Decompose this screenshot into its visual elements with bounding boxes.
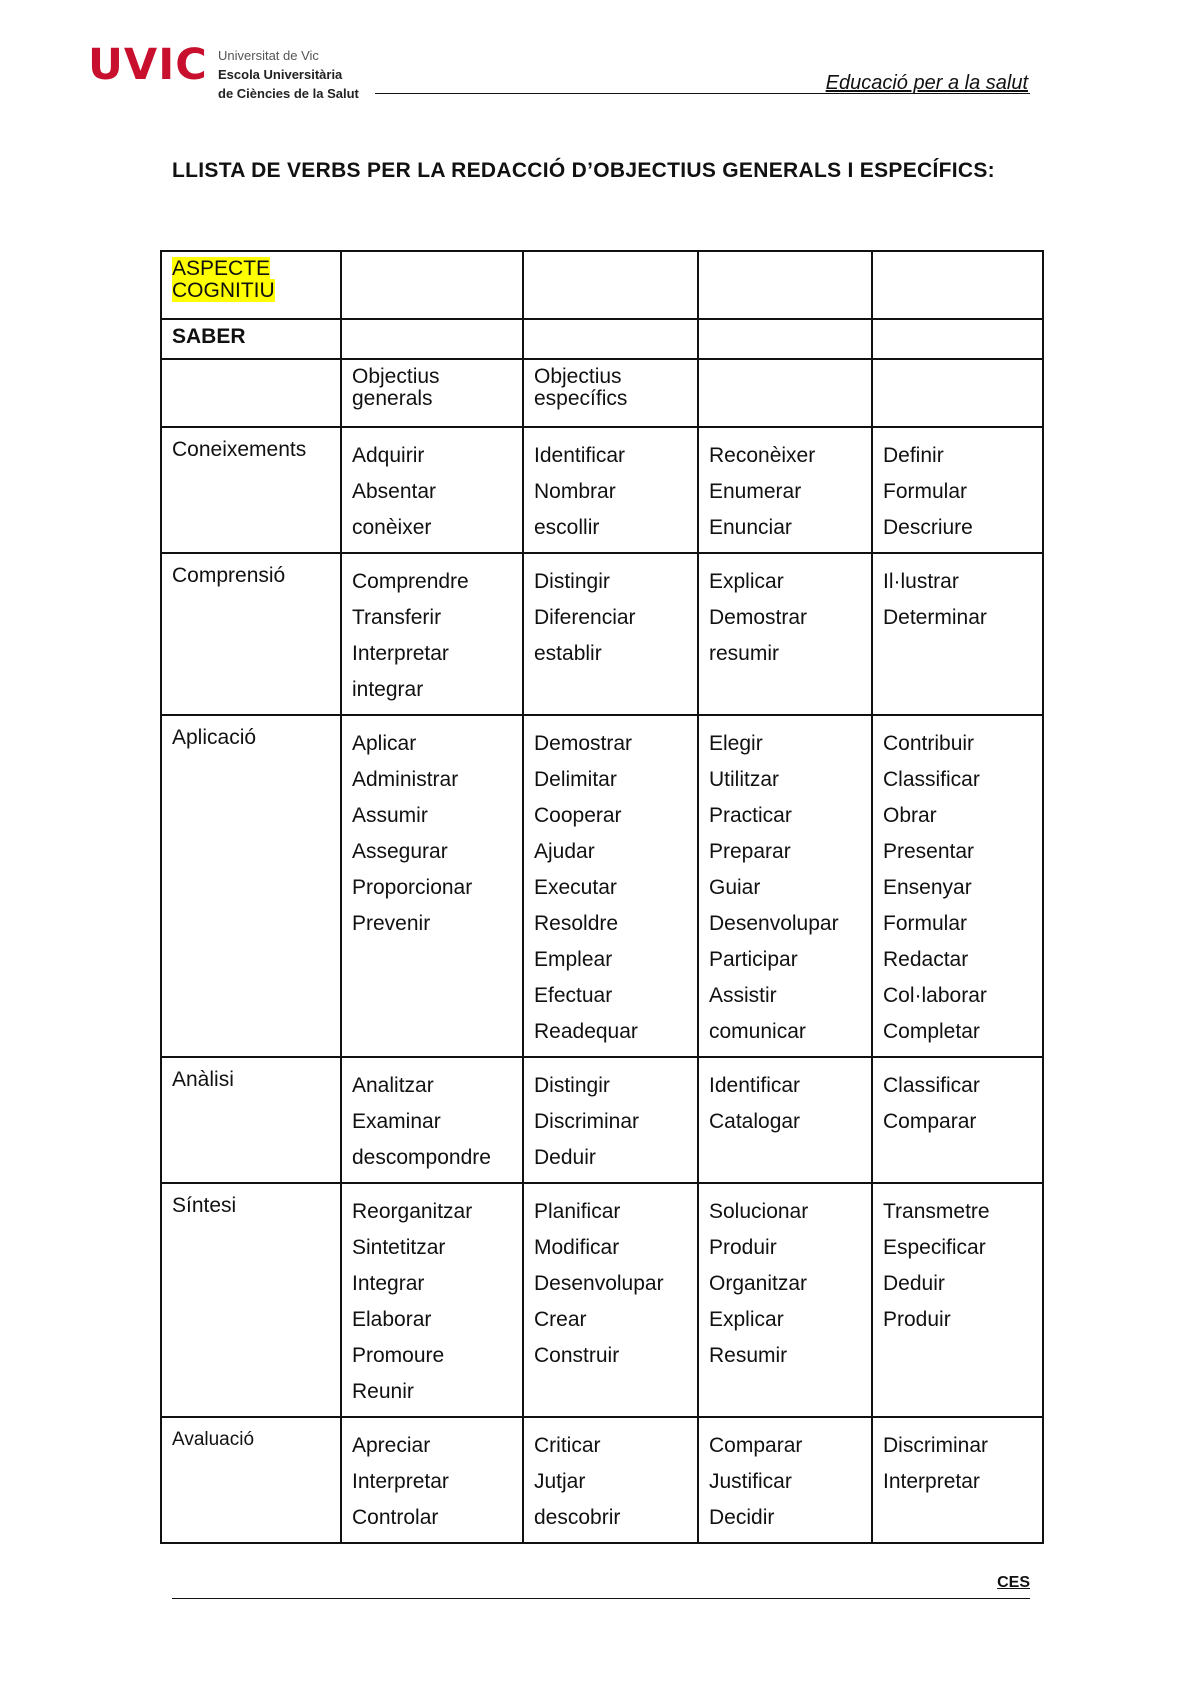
verb-item: Contribuir (883, 732, 975, 755)
verb-cell (698, 1057, 872, 1183)
category-label: Comprensió (172, 564, 286, 587)
verb-item: Enumerar (709, 480, 802, 503)
verb-item: Produir (883, 1308, 951, 1331)
category-label: Anàlisi (172, 1068, 234, 1091)
verb-item: Obrar (883, 804, 937, 827)
verb-item: Reconèixer (709, 444, 816, 467)
verb-item: Interpretar (352, 642, 449, 665)
table-row (161, 553, 1043, 715)
verb-cell (341, 715, 523, 1057)
verb-item: Produir (709, 1236, 777, 1259)
verb-item: Aplicar (352, 732, 417, 755)
col-especifics-cell (523, 359, 698, 427)
category-label: Coneixements (172, 438, 307, 461)
verb-item: Distingir (534, 1074, 610, 1097)
verb-item: Discriminar (883, 1434, 988, 1457)
footer-text: CES (997, 1574, 1030, 1591)
verb-cell (523, 427, 698, 553)
category-label: Avaluació (172, 1429, 255, 1450)
verb-cell (872, 427, 1043, 553)
saber-label: SABER (172, 325, 246, 348)
verb-item: Integrar (352, 1272, 425, 1295)
verb-item: descompondre (352, 1146, 491, 1169)
verb-cell (698, 1183, 872, 1417)
verb-item: escollir (534, 516, 600, 539)
verb-item: Organitzar (709, 1272, 808, 1295)
verb-item: Utilitzar (709, 768, 780, 791)
verb-item: Identificar (709, 1074, 801, 1097)
verb-item: Comparar (883, 1110, 977, 1133)
verb-item: Il·lustrar (883, 570, 959, 593)
verb-cell (872, 1417, 1043, 1543)
verb-item: Criticar (534, 1434, 601, 1457)
verb-item: Resoldre (534, 912, 619, 935)
verb-item: Col·laborar (883, 984, 987, 1007)
verb-item: Diferenciar (534, 606, 636, 629)
verb-item: integrar (352, 678, 424, 701)
verb-cell (341, 427, 523, 553)
verb-cell (341, 1057, 523, 1183)
verb-item: Executar (534, 876, 617, 899)
verb-item: Proporcionar (352, 876, 473, 899)
saber-cell (161, 319, 341, 359)
empty-cell (523, 319, 698, 359)
verb-cell (698, 427, 872, 553)
category-cell (161, 715, 341, 1057)
verb-cell (523, 553, 698, 715)
verb-cell (523, 1417, 698, 1543)
verb-cell (698, 1417, 872, 1543)
verb-item: Ensenyar (883, 876, 972, 899)
document-title: LLISTA DE VERBS PER LA REDACCIÓ D’OBJECTIUS GENERALS I ESPECÍFICS: (172, 159, 995, 182)
verb-item: Descriure (883, 516, 973, 539)
verb-item: Modificar (534, 1236, 620, 1259)
verb-item: Assumir (352, 804, 428, 827)
verb-item: Participar (709, 948, 798, 971)
verb-item: resumir (709, 642, 780, 665)
empty-cell (698, 251, 872, 319)
verb-item: Emplear (534, 948, 613, 971)
verb-item: Decidir (709, 1506, 775, 1529)
table-row (161, 1183, 1043, 1417)
table-row-objectives (161, 359, 1043, 427)
verb-item: Definir (883, 444, 944, 467)
verb-item: Formular (883, 912, 968, 935)
verb-item: Efectuar (534, 984, 613, 1007)
logo-text (218, 46, 359, 103)
verb-cell (872, 1057, 1043, 1183)
category-cell (161, 1057, 341, 1183)
verbs-table (160, 250, 1044, 1544)
verb-item: Classificar (883, 768, 980, 791)
verb-item: conèixer (352, 516, 432, 539)
col-generals-label: Objectius generals (352, 365, 440, 410)
empty-cell (341, 251, 523, 319)
verb-item: Transferir (352, 606, 442, 629)
verb-item: Construir (534, 1344, 620, 1367)
verb-item: Interpretar (883, 1470, 980, 1493)
verb-item: Justificar (709, 1470, 792, 1493)
verb-item: Planificar (534, 1200, 621, 1223)
logo-mark: UVIC (88, 40, 208, 90)
verb-item: establir (534, 642, 602, 665)
verb-item: Classificar (883, 1074, 980, 1097)
verb-item: Assegurar (352, 840, 448, 863)
verb-item: Practicar (709, 804, 792, 827)
verb-item: Ajudar (534, 840, 595, 863)
verb-cell (341, 553, 523, 715)
verb-item: Deduir (883, 1272, 945, 1295)
verb-item: Reunir (352, 1380, 414, 1403)
col-especifics-label: Objectius específics (534, 365, 628, 410)
verb-item: Jutjar (534, 1470, 586, 1493)
verb-cell (872, 1183, 1043, 1417)
aspect-cell (161, 251, 341, 319)
verb-item: Demostrar (709, 606, 808, 629)
verb-item: Discriminar (534, 1110, 639, 1133)
verb-item: descobrir (534, 1506, 621, 1529)
verb-item: Elegir (709, 732, 763, 755)
verb-item: Crear (534, 1308, 587, 1331)
verb-item: Sintetitzar (352, 1236, 446, 1259)
verb-item: Formular (883, 480, 968, 503)
table-row-saber (161, 319, 1043, 359)
logo-line-3: de Ciències de la Salut (218, 86, 359, 101)
footer-rule (172, 1598, 1030, 1599)
empty-cell (872, 251, 1043, 319)
verb-item: Interpretar (352, 1470, 449, 1493)
uvic-logo (88, 40, 388, 104)
verb-item: Assistir (709, 984, 777, 1007)
table-row-aspect (161, 251, 1043, 319)
verb-item: Preparar (709, 840, 791, 863)
verb-item: Reorganitzar (352, 1200, 473, 1223)
verb-item: Promoure (352, 1344, 445, 1367)
verb-item: Apreciar (352, 1434, 431, 1457)
verb-item: Determinar (883, 606, 987, 629)
verb-item: Deduir (534, 1146, 596, 1169)
verb-item: Absentar (352, 480, 437, 503)
verb-item: Examinar (352, 1110, 441, 1133)
empty-cell (872, 319, 1043, 359)
verb-item: Catalogar (709, 1110, 801, 1133)
verb-cell (341, 1183, 523, 1417)
verb-item: Transmetre (883, 1200, 990, 1223)
verb-item: Demostrar (534, 732, 633, 755)
verb-item: Identificar (534, 444, 626, 467)
category-cell (161, 553, 341, 715)
verb-cell (698, 715, 872, 1057)
empty-cell (523, 251, 698, 319)
category-cell (161, 427, 341, 553)
category-label: Aplicació (172, 726, 257, 749)
verb-cell (341, 1417, 523, 1543)
verb-item: Nombrar (534, 480, 616, 503)
verb-item: Readequar (534, 1020, 638, 1043)
table-row (161, 715, 1043, 1057)
verb-item: Explicar (709, 1308, 784, 1331)
verb-item: Comparar (709, 1434, 803, 1457)
verb-cell (872, 553, 1043, 715)
verb-cell (698, 553, 872, 715)
verb-item: Desenvolupar (709, 912, 839, 935)
verb-item: Adquirir (352, 444, 425, 467)
verb-cell (872, 715, 1043, 1057)
verb-item: Elaborar (352, 1308, 432, 1331)
verb-cell (523, 715, 698, 1057)
verb-cell (523, 1057, 698, 1183)
verb-item: Redactar (883, 948, 969, 971)
verb-item: Presentar (883, 840, 975, 863)
empty-cell (341, 319, 523, 359)
verb-item: Controlar (352, 1506, 439, 1529)
verb-item: Resumir (709, 1344, 788, 1367)
verb-item: Explicar (709, 570, 784, 593)
table-row (161, 1057, 1043, 1183)
aspect-label: ASPECTE COGNITIU (172, 257, 275, 302)
verb-item: Enunciar (709, 516, 792, 539)
col-generals-cell (341, 359, 523, 427)
verb-item: Completar (883, 1020, 980, 1043)
table-row (161, 427, 1043, 553)
verb-item: Cooperar (534, 804, 622, 827)
logo-line-2: Escola Universitària (218, 67, 343, 82)
verb-item: Prevenir (352, 912, 431, 935)
table-row (161, 1417, 1043, 1543)
logo-line-1: Universitat de Vic (218, 48, 319, 63)
verb-item: Analitzar (352, 1074, 434, 1097)
category-cell (161, 1417, 341, 1543)
verb-cell (523, 1183, 698, 1417)
category-cell (161, 1183, 341, 1417)
verb-item: Especificar (883, 1236, 986, 1259)
verb-item: comunicar (709, 1020, 806, 1043)
empty-cell (698, 319, 872, 359)
verb-item: Distingir (534, 570, 610, 593)
verb-item: Solucionar (709, 1200, 809, 1223)
verb-item: Delimitar (534, 768, 617, 791)
empty-cell (872, 359, 1043, 427)
verb-item: Guiar (709, 876, 761, 899)
header-title: Educació per a la salut (825, 72, 1028, 94)
empty-cell (698, 359, 872, 427)
empty-cell (161, 359, 341, 427)
verb-item: Comprendre (352, 570, 469, 593)
verb-item: Administrar (352, 768, 459, 791)
verb-item: Desenvolupar (534, 1272, 664, 1295)
category-label: Síntesi (172, 1194, 237, 1217)
